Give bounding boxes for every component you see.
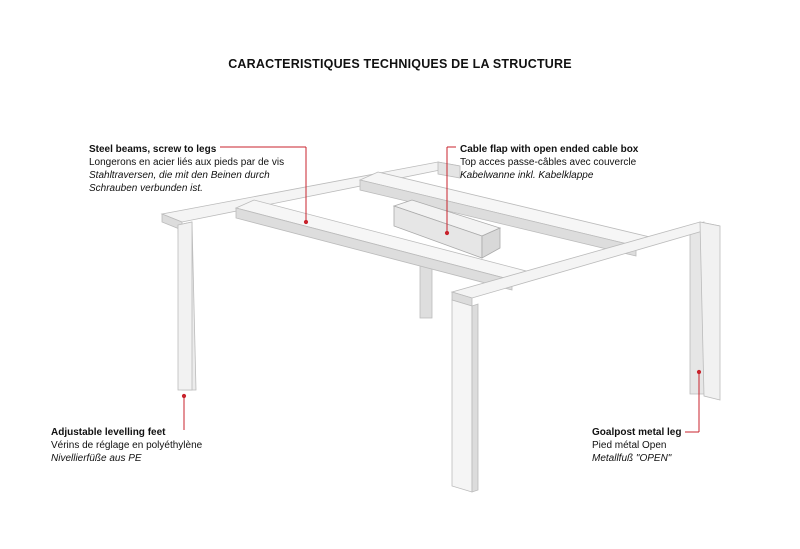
callout-title: Cable flap with open ended cable box — [460, 144, 639, 155]
page-title: CARACTERISTIQUES TECHNIQUES DE LA STRUCTURE — [228, 57, 572, 71]
beams-leader-dot — [304, 220, 307, 223]
callout-title: Goalpost metal leg — [592, 427, 682, 438]
leg-leader-dot — [697, 370, 700, 373]
callout-steel-beams — [89, 143, 319, 195]
callout-french: Top acces passe-câbles avec couvercle — [460, 157, 637, 168]
callout-title: Steel beams, screw to legs — [89, 144, 217, 155]
callout-levelling-feet — [51, 426, 271, 465]
cable-leader-dot — [445, 231, 448, 234]
feet-leader-dot — [182, 394, 185, 397]
callout-french: Pied métal Open — [592, 440, 667, 451]
callout-french: Vérins de réglage en polyéthylène — [51, 440, 203, 451]
callout-title: Adjustable levelling feet — [51, 427, 166, 438]
callout-french: Longerons en acier liés aux pieds par de vis — [89, 157, 285, 168]
callout-german: Stahltraversen, die mit den Beinen durch Schrauben verbunden ist. — [89, 170, 270, 194]
callout-cable-flap — [460, 143, 700, 182]
callout-german: Metallfuß "OPEN" — [592, 453, 672, 464]
callout-german: Nivellierfüße aus PE — [51, 453, 142, 464]
callout-goalpost-leg — [592, 426, 752, 465]
callout-german: Kabelwanne inkl. Kabelklappe — [460, 170, 594, 181]
